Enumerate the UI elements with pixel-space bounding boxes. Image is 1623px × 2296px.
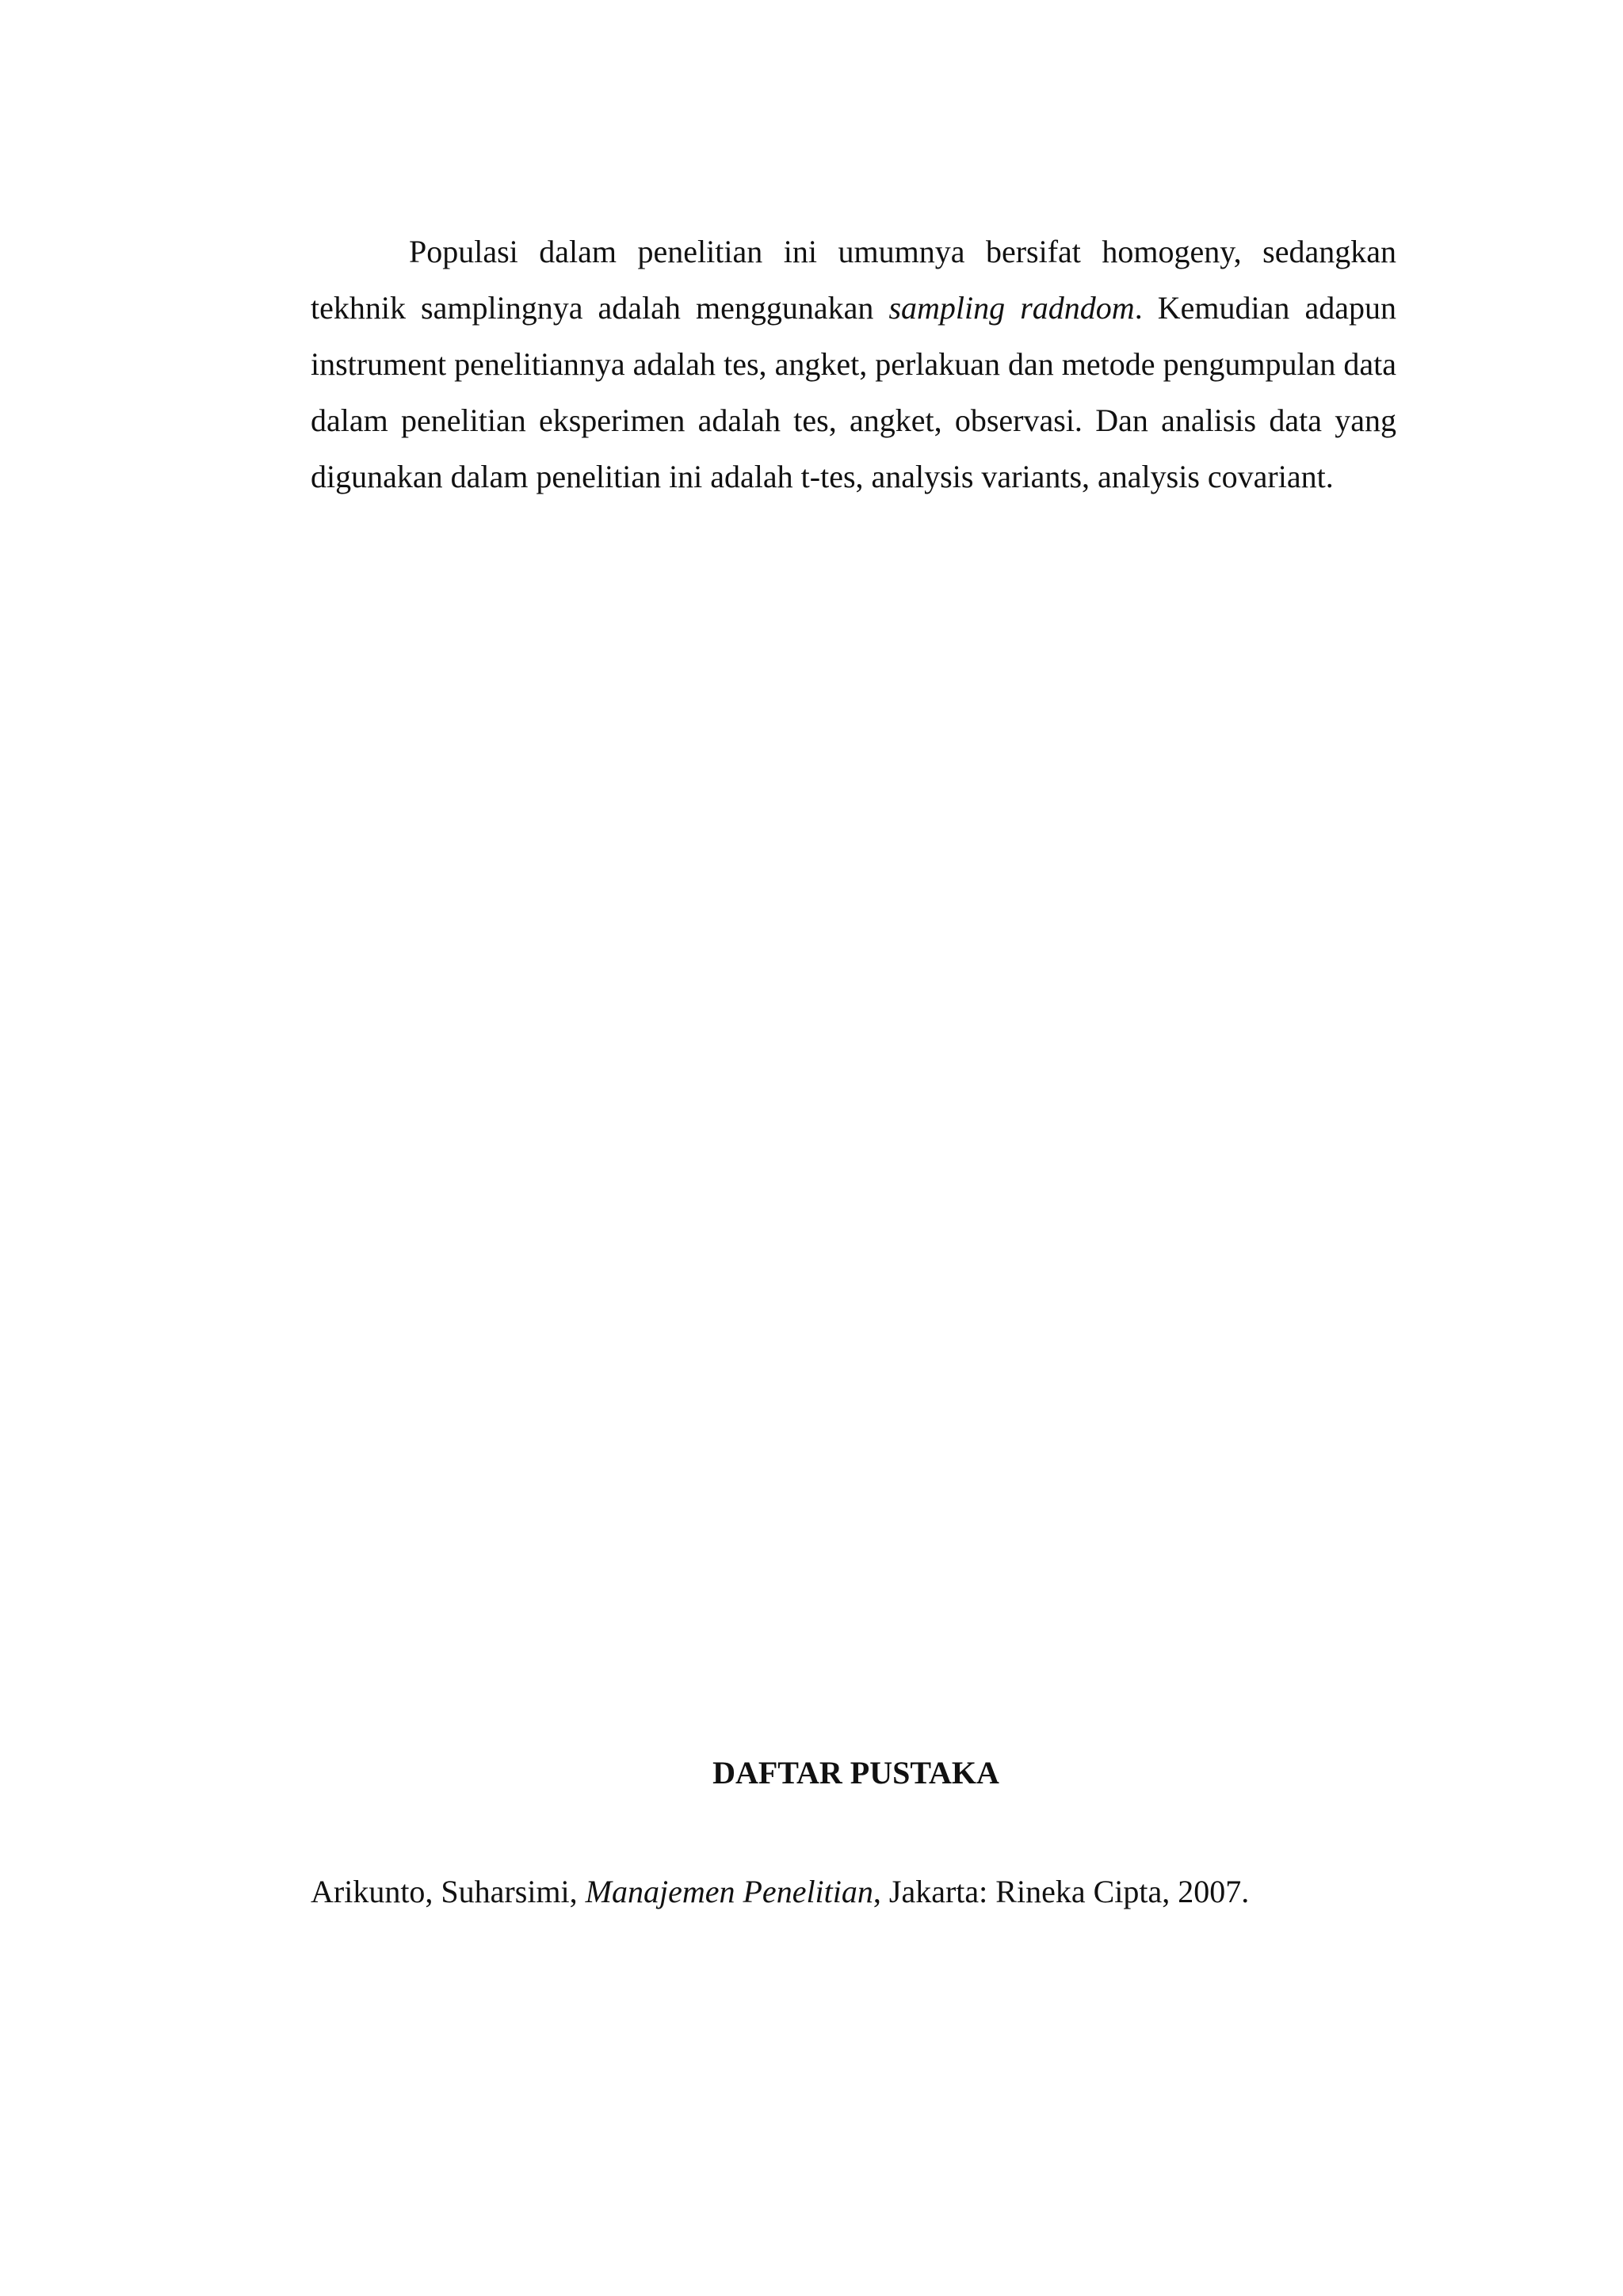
bibliography-heading-text: DAFTAR PUSTAKA xyxy=(712,1755,999,1791)
reference-title: Manajemen Penelitian xyxy=(585,1874,873,1909)
reference-author: Arikunto, Suharsimi, xyxy=(311,1874,586,1909)
paragraph-italic-term: sampling radndom xyxy=(888,290,1135,326)
reference-publication: , Jakarta: Rineka Cipta, 2007. xyxy=(873,1874,1250,1909)
body-paragraph xyxy=(311,223,1396,505)
paragraph-text-start: Populasi dalam penelitian ini umumnya bersifat homogeny, sedangkan tekhnik samplingnya adalah menggunakan xyxy=(311,234,1396,326)
paragraph-text-end: . Kemudian adapun instrument penelitiannya adalah tes, angket, perlakuan dan metode pengumpulan data dalam penelitian eksperimen adalah tes, angket, observasi. Dan analisis data yang digunakan dalam penelitian ini adalah t-tes, analysis variants, analysis covariant. xyxy=(311,290,1396,494)
bibliography-entry xyxy=(311,1868,1420,1916)
bibliography-heading xyxy=(0,1749,1623,1797)
